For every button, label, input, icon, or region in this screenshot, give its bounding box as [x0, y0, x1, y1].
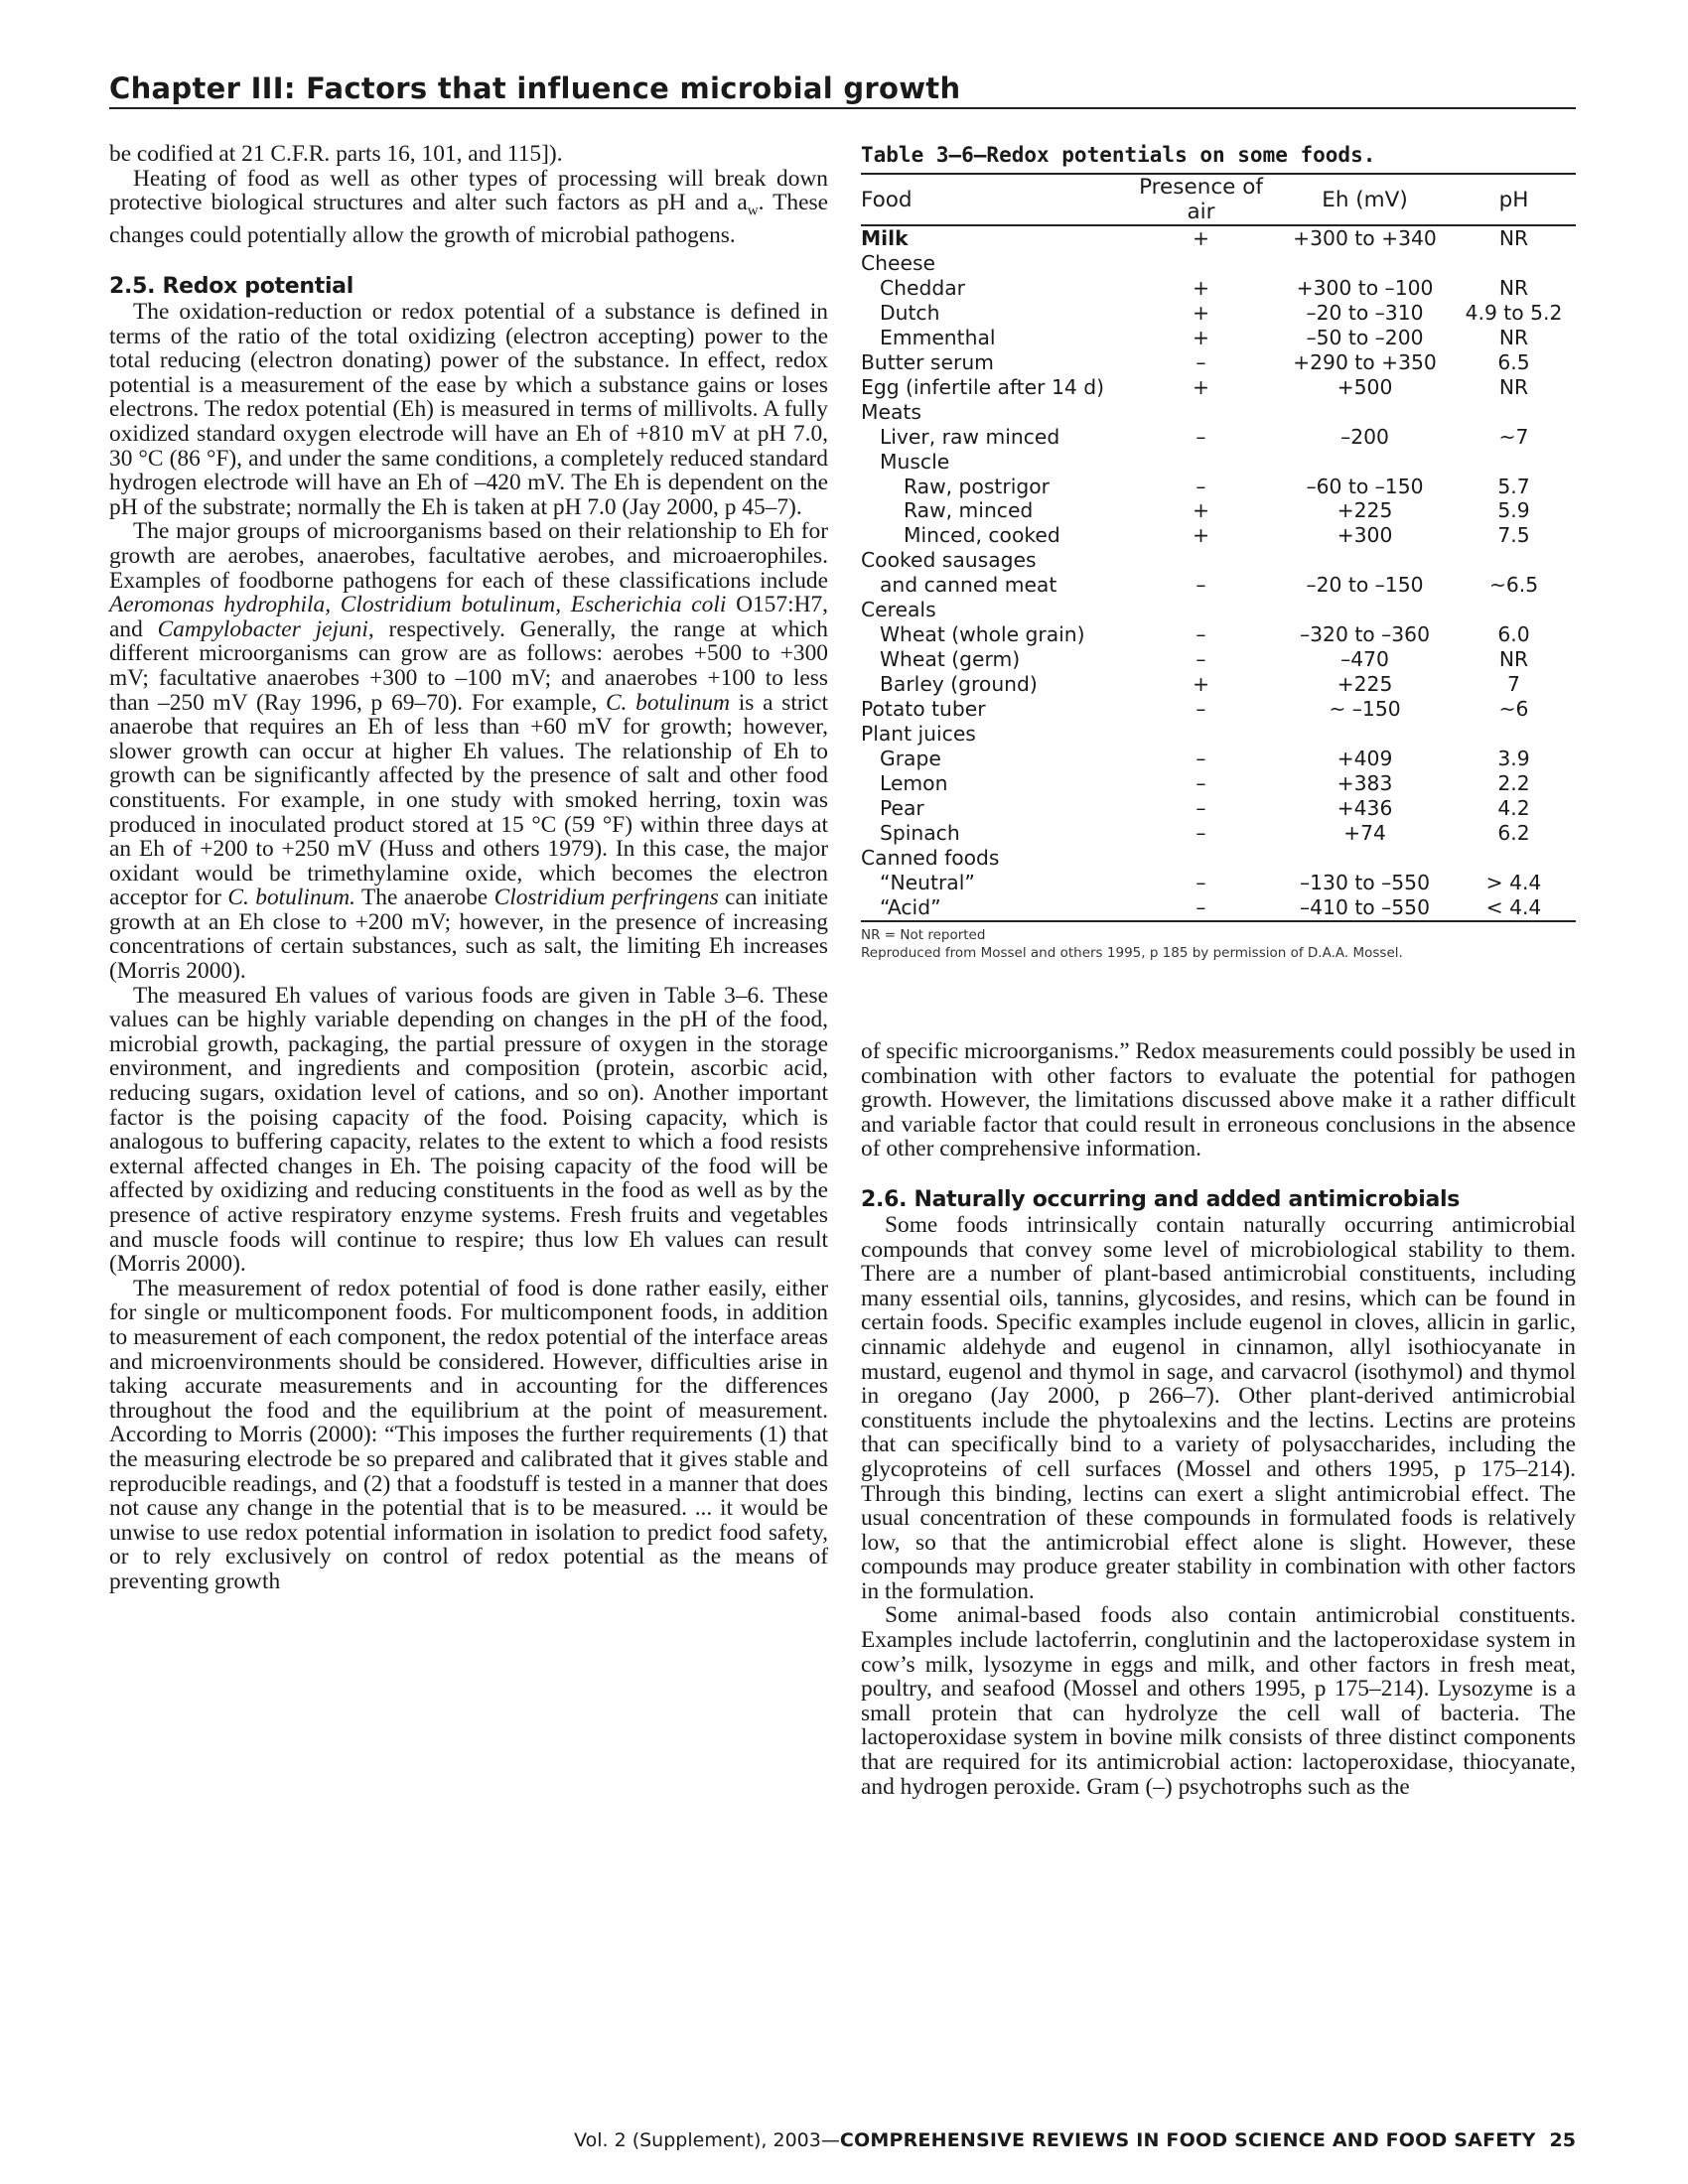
running-header: Chapter III: Factors that influence microbial growth [109, 71, 1576, 109]
table-row: Egg (infertile after 14 d) + +500 NR [861, 374, 1529, 399]
section-heading-redox: 2.5. Redox potential [109, 274, 353, 300]
table-header-row [861, 175, 1576, 225]
table-row: Minced, cooked + +300 7.5 [904, 523, 1530, 548]
paragraph-heating: Heating of food as well as other types of processing will break down protective biological structures and alter such factors as pH and $a_w$. These changes could potentially allow the growth of microbial pathogens. [109, 165, 828, 249]
table-row: Lemon – +383 2.2 [880, 770, 1530, 795]
table-row: Cheese [861, 250, 936, 275]
table-note-source: Reproduced from Mossel and others 1995, p 185 by permission of D.A.A. Mossel. [861, 944, 1403, 961]
table-row: Dutch + –20 to –310 4.9 to 5.2 [880, 300, 1563, 325]
paragraph-measured-eh: The measured Eh values of various foods are given in Table 3–6. These values can be highly variable depending on changes in the pH of the food, microbial growth, packaging, the partial pressure of oxygen in the storage environment, and ingredients and composition (protein, ascorbic acid, reducing sugars, oxidation level of cations, and so on). Another important factor is the poising capacity of the food. Poising capacity, which is analogous to buffering capacity, relates to the extent to which a food resists external affected changes in Eh. The poising capacity of the food will be affected by oxidizing and reducing constituents in the food as well as by the presence of active respiratory enzyme systems. Fresh fruits and vegetables and muscle foods will continue to respire; thus low Eh values can result (Morris 2000). [109, 982, 828, 1278]
paragraph-measurement: The measurement of redox potential of food is done rather easily, either for single or multicomponent foods. For multicomponent foods, in addition to measurement of each component, the redox potential of the interface areas and microenvironments should be considered. However, difficulties arise in taking accurate measurements and in accounting for the differences throughout the food and the equilibrium at the point of measurement. According to Morris (2000): “This imposes the further requirements (1) that the measuring electrode be so prepared and calibrated that it gives stable and reproducible readings, and (2) that a foodstuff is tested in a manner that does not cause any change in the potential that is to be measured. ... it would be unwise to use redox potential information in isolation to predict food safety, or to rely exclusively on control of redox potential as the means of preventing growth [109, 1275, 828, 1594]
header-eh: Eh (mV) [1278, 175, 1452, 225]
table-row: Raw, postrigor – –60 to –150 5.7 [904, 474, 1530, 498]
redox-table [861, 142, 1576, 962]
table-row: “Neutral” – –130 to –550 > 4.4 [880, 870, 1542, 894]
table-row: Pear – +436 4.2 [880, 795, 1530, 820]
table-notes [861, 926, 1576, 962]
footer-volume: Vol. 2 (Supplement), 2003— [574, 2129, 840, 2151]
section-heading-antimicrobials: 2.6. Naturally occurring and added antimicrobials [861, 1186, 1461, 1212]
table-row: Wheat (germ) – –470 NR [880, 647, 1529, 672]
page-number: 25 [1549, 2129, 1576, 2151]
table-row: Milk + +300 to +340 NR [861, 226, 1529, 250]
paragraph-animal-antimicrobials: Some animal-based foods also contain antimicrobial constituents. Examples include lactoferrin, conglutinin and the lactoperoxidase system in cow’s milk, lysozyme in eggs and milk, and other factors in fresh meat, poultry, and seafood (Mossel and others 1995, p 175–214). Lysozyme is a small protein that can hydrolyze the cell wall of bacteria. The lactoperoxidase system in bovine milk consists of three distinct components that are required for its antimicrobial action: lactoperoxidase, thiocyanate, and hydrogen peroxide. Gram (–) psychotrophs such as the [861, 1602, 1576, 1800]
table-row: Cheddar + +300 to –100 NR [880, 275, 1529, 300]
paragraph-plant-antimicrobials: Some foods intrinsically contain naturally occurring antimicrobial compounds that convey some level of microbiological stability to them. There are a number of plant-based antimicrobial constituents, including many essential oils, tannins, glycosides, and resins, which can be found in certain foods. Specific examples include eugenol in cloves, allicin in garlic, cinnamic aldehyde and eugenol in cinnamon, allyl isothiocyanate in mustard, eugenol and thymol in sage, and carvacrol (isothymol) and thymol in oregano (Jay 2000, p 266–7). Other plant-derived antimicrobial constituents include the phytoalexins and the lectins. Lectins are proteins that can specifically bind to a variety of polysaccharides, including the glycoproteins of cell surfaces (Mossel and others 1995, p 175–214). Through this binding, lectins can exert a slight antimicrobial effect. The usual concentration of these compounds in formulated foods is relatively low, so that the antimicrobial effect alone is slight. However, these compounds may produce greater stability in combination with other factors in the formulation. [861, 1211, 1576, 1604]
table-row: Muscle [880, 449, 950, 474]
header-ph: pH [1452, 175, 1576, 225]
subscript-w: w [747, 203, 759, 219]
paragraph-microorganism-groups: The major groups of microorganisms based on their relationship to Eh for growth are aerobes, anaerobes, facultative aerobes, and microaerophiles. Examples of foodborne pathogens for each of these classifications include Aeromonas hydrophila, Clostridium botulinum, Escherichia coli O157:H7, and Campylobacter jejuni, respectively. Generally, the range at which different microorganisms can grow are as follows: aerobes +500 to +300 mV; facultative anaerobes +300 to –100 mV; and anaerobes +100 to less than –250 mV (Ray 1996, p 69–70). For example, C. botulinum is a strict anaerobe that requires an Eh of less than +60 mV for growth; however, slower growth can occur at higher Eh values. The relationship of Eh to growth can be significantly affected by the presence of salt and other food constituents. For example, in one study with smoked herring, toxin was produced in inoculated product stored at 15 °C (59 °F) within three days at an Eh of +200 to +250 mV (Huss and others 1979). In this case, the major oxidant would be trimethylamine oxide, which becomes the electron acceptor for C. botulinum. The anaerobe Clostridium perfringens can initiate growth at an Eh close to +200 mV; however, in the presence of increasing concentrations of certain substances, such as salt, the limiting Eh increases (Morris 2000). [109, 518, 829, 985]
table-row: Cereals [861, 598, 936, 622]
table-row: Potato tuber – ~ –150 ~6 [861, 697, 1529, 722]
paragraph-continuation-right: of specific microorganisms.” Redox measurements could possibly be used in combination with other factors to evaluate the potential for pathogen growth. However, the limitations discussed above make it a rather difficult and variable factor that could result in erroneous conclusions in the absence of other comprehensive information. [861, 1038, 1576, 1162]
table-row: Meats [861, 399, 921, 424]
page-footer [109, 2129, 1576, 2151]
table-row: Spinach – +74 6.2 [880, 820, 1530, 845]
table-row: Canned foods [861, 845, 1000, 870]
table-title: Table 3–6—Redox potentials on some foods. [861, 142, 1576, 175]
header-air: Presence of air [1124, 175, 1278, 225]
paragraph-redox-definition: The oxidation-reduction or redox potential of a substance is defined in terms of the ratio of the total oxidizing (electron accepting) power to the total reducing (electron donating) power of the substance. In effect, redox potential is a measurement of the ease by which a substance gains or loses electrons. The redox potential (Eh) is measured in terms of millivolts. A fully oxidized standard oxygen electrode will have an Eh of +810 mV at pH 7.0, 30 °C (86 °F), and under the same conditions, a completely reduced standard hydrogen electrode will have an Eh of –420 mV. The Eh is dependent on the pH of the substrate; normally the Eh is taken at pH 7.0 (Jay 2000, p 45–7). [109, 299, 828, 520]
table-row: Cooked sausages [861, 548, 1037, 573]
left-column [109, 142, 828, 1594]
table-row: “Acid” – –410 to –550 < 4.4 [861, 895, 1576, 921]
header-food: Food [861, 175, 1124, 225]
table-row: Barley (ground) + +225 7 [880, 672, 1520, 697]
table-row: and canned meat – –20 to –150 ~6.5 [880, 573, 1539, 598]
table-row: Wheat (whole grain) – –320 to –360 6.0 [880, 622, 1530, 647]
table-row: Liver, raw minced – –200 ~7 [880, 424, 1529, 449]
table-row: Plant juices [861, 722, 976, 747]
table-note-nr: NR = Not reported [861, 926, 986, 943]
paragraph-continuation: be codified at 21 C.F.R. parts 16, 101, and 115]). [109, 141, 563, 167]
table-row: Raw, minced + +225 5.9 [904, 498, 1530, 523]
table-row: Butter serum – +290 to +350 6.5 [861, 349, 1530, 374]
footer-journal: COMPREHENSIVE REVIEWS IN FOOD SCIENCE AND FOOD SAFETY [839, 2129, 1536, 2151]
right-column [861, 1039, 1576, 1799]
table-row: Grape – +409 3.9 [880, 747, 1530, 771]
table-row: Emmenthal + –50 to –200 NR [880, 325, 1529, 349]
data-table [861, 175, 1576, 922]
